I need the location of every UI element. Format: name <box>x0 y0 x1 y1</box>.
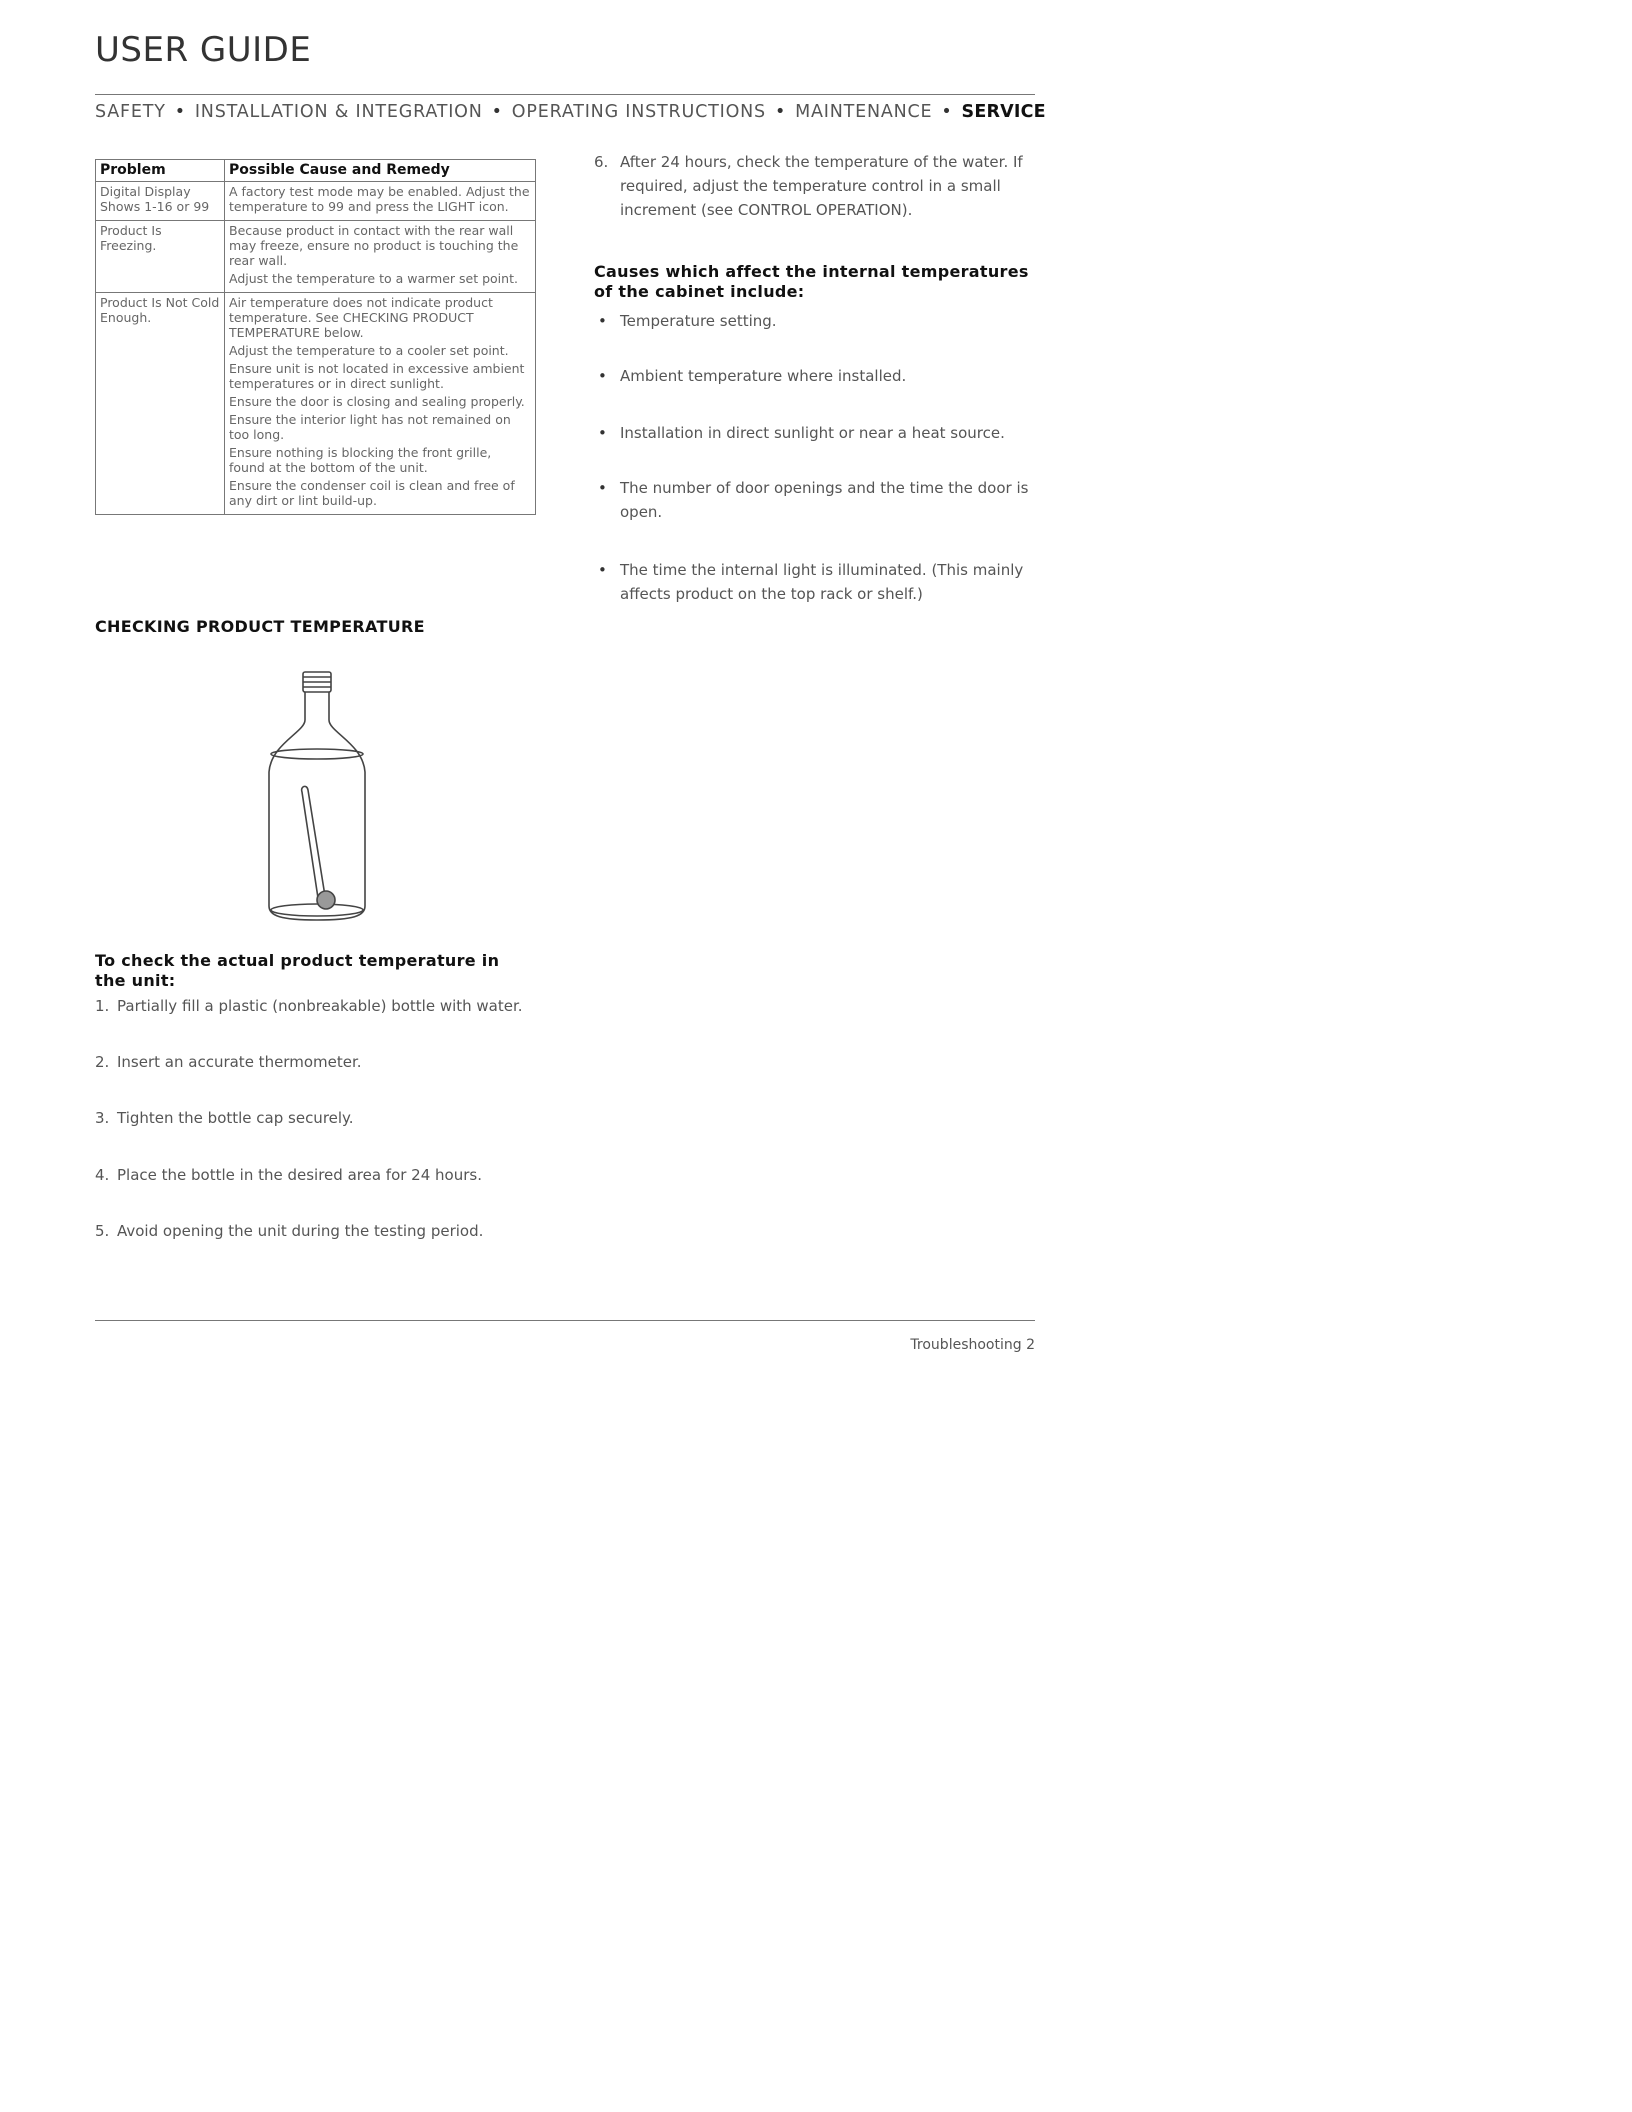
nav-separator: • <box>491 102 503 122</box>
nav-separator: • <box>774 102 787 122</box>
bullet-item: • Installation in direct sunlight or near a heat source. <box>598 424 1005 442</box>
remedy-cell <box>225 221 536 293</box>
checking-temperature-heading: CHECKING PRODUCT TEMPERATURE <box>95 617 425 636</box>
remedy-text: Because product in contact with the rear wall may freeze, ensure no product is touching the rear wall. <box>229 223 519 268</box>
bullet-item: • The time the internal light is illuminated. (This mainly affects product on the top rack or shelf.) <box>598 561 1024 603</box>
list-item: 6. After 24 hours, check the temperature of the water. If required, adjust the temperature control in a small increment (see CONTROL OPERATION). <box>594 153 1023 219</box>
remedy-text: Air temperature does not indicate product temperature. See CHECKING PRODUCT TEMPERATURE below. <box>229 295 493 340</box>
check-temperature-subheading: To check the actual product temperature in the unit: <box>95 951 500 990</box>
footer-divider <box>95 1320 1035 1321</box>
remedy-text: Adjust the temperature to a cooler set point. <box>229 343 509 358</box>
table-row <box>96 293 536 515</box>
header-divider <box>95 94 1035 95</box>
problem-cell: Product Is Freezing. <box>96 221 225 293</box>
list-item: 2. Insert an accurate thermometer. <box>95 1053 362 1071</box>
list-item: 3. Tighten the bottle cap securely. <box>95 1109 354 1127</box>
page-title: USER GUIDE <box>95 30 312 70</box>
nav-operating: OPERATING INSTRUCTIONS <box>511 102 766 122</box>
remedy-text: Ensure the condenser coil is clean and free of any dirt or lint build-up. <box>229 478 515 508</box>
nav-service-current: SERVICE <box>961 102 1046 122</box>
nav-separator: • <box>174 102 186 122</box>
list-item: 1. Partially fill a plastic (nonbreakable) bottle with water. <box>95 997 523 1015</box>
bottle-with-thermometer-icon <box>255 670 375 930</box>
page-footer: Troubleshooting 2 <box>910 1337 1035 1353</box>
column-header-problem: Problem <box>96 160 225 182</box>
table-header-row <box>96 160 536 182</box>
list-item: 5. Avoid opening the unit during the testing period. <box>95 1222 484 1240</box>
remedy-text: Ensure the interior light has not remained on too long. <box>229 412 511 442</box>
remedy-text: Adjust the temperature to a warmer set point. <box>229 271 518 286</box>
problem-cell: Digital Display Shows 1-16 or 99 <box>96 182 225 221</box>
nav-safety: SAFETY <box>95 102 166 122</box>
bullet-item: • The number of door openings and the time the door is open. <box>598 479 1029 521</box>
nav-maintenance: MAINTENANCE <box>795 102 933 122</box>
remedy-text: Ensure the door is closing and sealing properly. <box>229 394 525 409</box>
remedy-text: A factory test mode may be enabled. Adjust the temperature to 99 and press the LIGHT icon. <box>229 184 530 214</box>
remedy-text: Ensure unit is not located in excessive ambient temperatures or in direct sunlight. <box>229 361 525 391</box>
nav-separator: • <box>941 102 953 122</box>
remedy-text: Ensure nothing is blocking the front grille, found at the bottom of the unit. <box>229 445 492 475</box>
section-breadcrumb <box>95 102 1046 122</box>
bullet-item: • Temperature setting. <box>598 312 777 330</box>
remedy-cell <box>225 182 536 221</box>
causes-heading: Causes which affect the internal temperatures of the cabinet include: <box>594 262 1029 301</box>
nav-installation: INSTALLATION & INTEGRATION <box>194 102 483 122</box>
remedy-cell <box>225 293 536 515</box>
list-item: 4. Place the bottle in the desired area for 24 hours. <box>95 1166 482 1184</box>
bullet-item: • Ambient temperature where installed. <box>598 367 907 385</box>
table-row <box>96 182 536 221</box>
table-row <box>96 221 536 293</box>
troubleshooting-table <box>95 159 536 515</box>
problem-cell: Product Is Not Cold Enough. <box>96 293 225 515</box>
column-header-cause: Possible Cause and Remedy <box>225 160 536 182</box>
